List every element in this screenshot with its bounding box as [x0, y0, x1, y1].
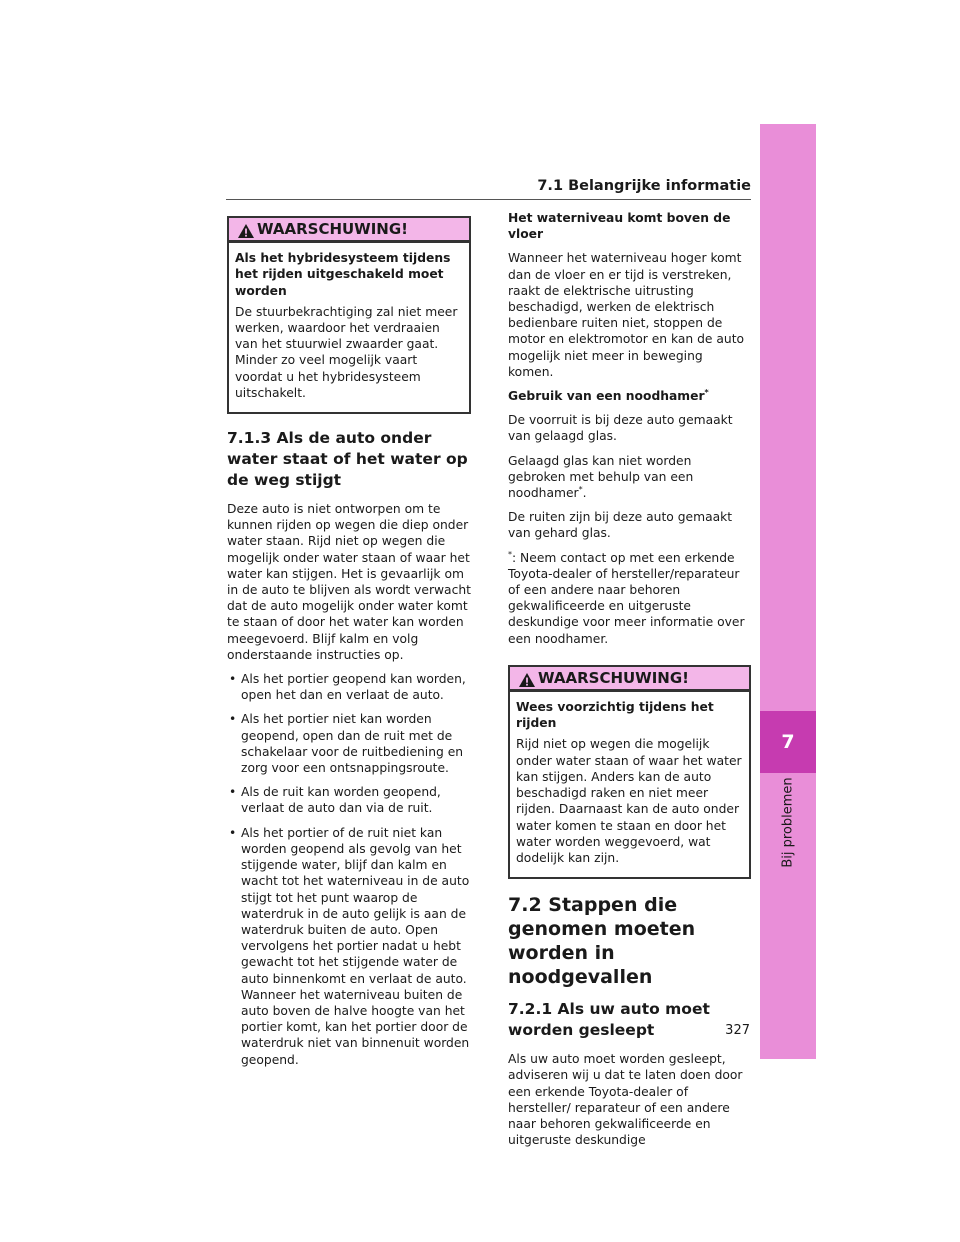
- footnote: [508, 550, 751, 647]
- warning-label: WAARSCHUWING!: [257, 220, 409, 238]
- chapter-label: Bij problemen: [780, 777, 796, 868]
- list-item: • Als het portier niet kan worden geopend, open dan de ruit met de schakelaar voor de ruitbediening en zorg voor een ontsnappingsroute.: [227, 711, 471, 776]
- running-header-title: 7.1 Belangrijke informatie: [537, 178, 751, 194]
- hammer-paragraph-1: De voorruit is bij deze auto gemaakt van gelaagd glas.: [508, 413, 733, 444]
- list-item: • Als het portier of de ruit niet kan worden geopend als gevolg van het stijgende water, blijf dan kalm en wacht tot het waterniveau in de auto stijgt tot het punt waarop de waterdruk in de auto gelijk is aan de waterdruk buiten de auto. Open vervolgens het portier nadat u hebt gewacht tot het stijgende water de auto binnenkomt en verlaat de auto. Wanneer het waterniveau buiten de auto boven de halve hoogte van het portier komt, kan het portier door de waterdruk niet van binnenuit worden geopend.: [227, 825, 471, 1068]
- chapter-number-tab: 7: [760, 711, 816, 773]
- section-title-flooding: 7.1.3 Als de auto onder water staat of het water op de weg stijgt: [227, 429, 468, 490]
- warning-box-driving: [508, 665, 751, 879]
- hammer-paragraph-2-period: .: [582, 486, 587, 501]
- warning-triangle-icon: [518, 672, 536, 688]
- warning-triangle-icon: [237, 223, 255, 239]
- left-column: [227, 216, 471, 1076]
- warning-heading: Wees voorzichtig tijdens het rijden: [516, 700, 714, 731]
- hammer-paragraph-3: De ruiten zijn bij deze auto gemaakt van gehard glas.: [508, 510, 733, 541]
- warning-header: [229, 216, 469, 243]
- emergency-hammer-heading: [508, 388, 751, 404]
- flooding-intro: Deze auto is niet ontworpen om te kunnen rijden op wegen die diep onder water staan. Rijd niet op wegen die mogelijk onder water staan of waar het water kan stijgen. Het is gevaarlijk om in de auto te blijven als wordt verwacht dat de auto mogelijk onder water komt te staan of door het water kan worden meegevoerd. Blijf kalm en volg onderstaande instructies op.: [227, 502, 471, 662]
- warning-text: Rijd niet op wegen die mogelijk onder water staan of waar het water kan stijgen. Anders kan de auto beschadigd raken en niet meer rijden. Daarnaast kan de auto onder water komen te staan en door het water worden weggevoerd, wat dodelijk kan zijn.: [516, 737, 742, 865]
- footnote-text: : Neem contact op met een erkende Toyota-dealer of hersteller/reparateur of een andere naar behoren gekwalificeerde en uitgeruste deskundige voor meer informatie over een noodhamer.: [508, 550, 745, 646]
- warning-box-hybrid: [227, 216, 471, 414]
- footnote-marker: *: [578, 484, 583, 494]
- hammer-heading-text: Gebruik van een noodhamer: [508, 389, 705, 404]
- warning-header: [510, 665, 749, 692]
- list-item: • Als de ruit kan worden geopend, verlaat de auto dan via de ruit.: [227, 784, 471, 816]
- footnote-marker: *: [704, 387, 709, 397]
- warning-text: De stuurbekrachtiging zal niet meer werken, waardoor het verdraaien van het stuurwiel zwaarder gaat. Minder zo veel mogelijk vaart voordat u het hybridesysteem uitschakelt.: [235, 304, 458, 400]
- subsection-title-towing: 7.2.1 Als uw auto moet worden gesleept: [508, 1000, 710, 1040]
- right-column: [508, 210, 751, 1156]
- list-item: • Als het portier geopend kan worden, open het dan en verlaat de auto.: [227, 671, 471, 703]
- page-number: 327: [725, 1023, 750, 1038]
- header-rule: [226, 199, 751, 200]
- hammer-paragraph-2-text: Gelaagd glas kan niet worden gebroken met behulp van een noodhamer: [508, 453, 694, 501]
- warning-label: WAARSCHUWING!: [538, 668, 690, 687]
- warning-heading: Als het hybridesysteem tijdens het rijden uitgeschakeld moet worden: [235, 251, 451, 298]
- towing-text: Als uw auto moet worden gesleept, adviseren wij u dat te laten doen door een erkende Toyota-dealer of hersteller/ reparateur of een andere naar behoren gekwalificeerde en uitgeruste deskundige: [508, 1052, 743, 1148]
- hammer-paragraph-2: [508, 453, 751, 502]
- footnote-marker: *: [508, 549, 512, 559]
- water-level-heading: Het waterniveau komt boven de vloer: [508, 211, 731, 242]
- chapter-side-tab: [760, 124, 816, 1059]
- water-level-text: Wanneer het waterniveau hoger komt dan de vloer en er tijd is verstreken, raakt de elektrische uitrusting beschadigd, werken de elektrisch bedienbare ruiten niet, stoppen de motor en elektromotor en kan de auto mogelijk niet meer in beweging komen.: [508, 251, 745, 379]
- chapter-title-emergency: 7.2 Stappen die genomen moeten worden in noodgevallen: [508, 894, 696, 989]
- instruction-list: [227, 671, 471, 1068]
